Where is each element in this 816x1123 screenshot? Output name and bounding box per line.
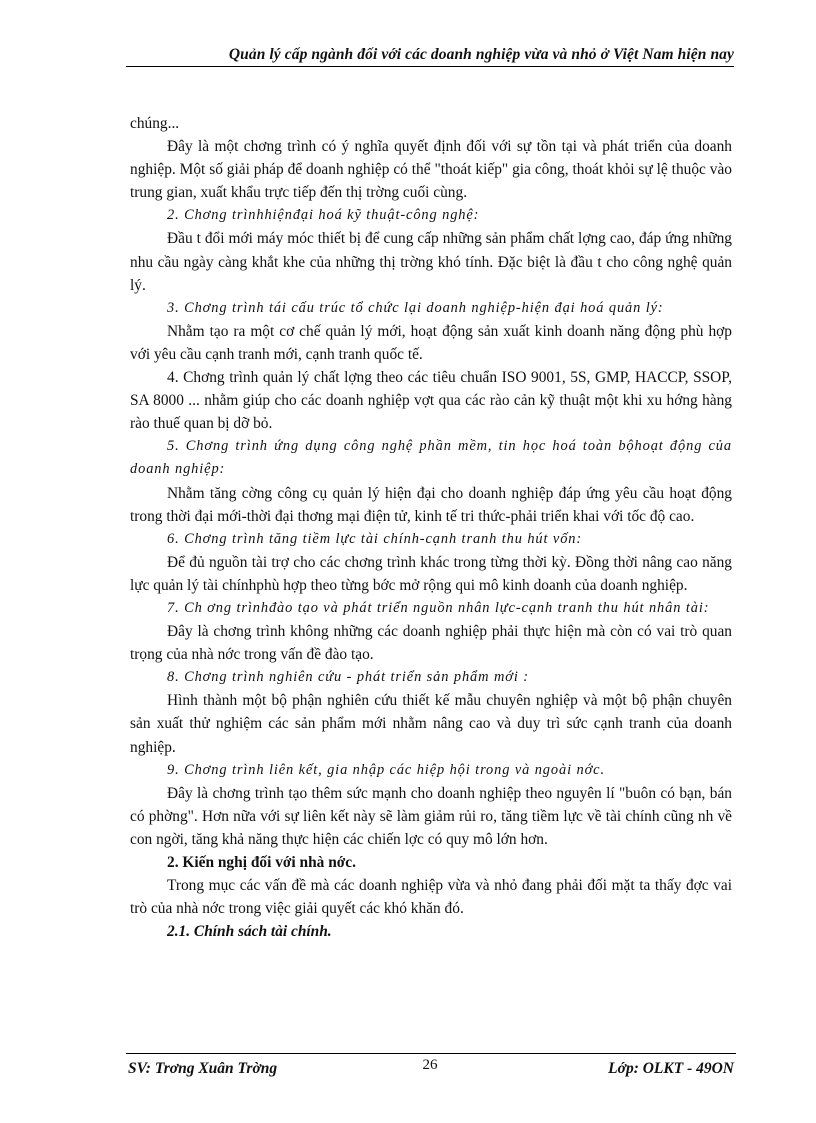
section-heading: 8. Chơng trình nghiên cứu - phát triển sản phẩm mới : xyxy=(167,669,529,686)
paragraph: Nhằm tạo ra một cơ chế quản lý mới, hoạt động sản xuất kinh doanh năng động phù hợp với yêu cầu cạnh tranh mới, cạnh tranh quốc tế. xyxy=(130,322,732,363)
section-heading: 5. Chơng trình ứng dụng công nghệ phần mềm, tin học hoá toàn bộhoạt động của doanh nghiệp: xyxy=(130,438,732,478)
page-header xyxy=(126,46,734,67)
paragraph: Đây là chơng trình tạo thêm sức mạnh cho doanh nghiệp theo nguyên lí "buôn có bạn, bán có phờng". Hơn nữa với sự liên kết này sẽ làm giảm rủi ro, tăng tiềm lực về tài chính cũng nh về con ngời, tăng khả năng thực hiện các chiến lợc có quy mô lớn hơn. xyxy=(130,784,732,848)
paragraph: Đây là một chơng trình có ý nghĩa quyết định đối với sự tồn tại và phát triển của doanh nghiệp. Một số giải pháp để doanh nghiệp có thể "thoát kiếp" gia công, thoát khỏi sự lệ thuộc vào trung gian, xuất khẩu trực tiếp đến thị trờng cuối cùng. xyxy=(130,138,732,202)
paragraph: 4. Chơng trình quản lý chất lợng theo các tiêu chuẩn ISO 9001, 5S, GMP, HACCP, SSOP, SA 8000 ... nhằm giúp cho các doanh nghiệp vợt qua các rào cản kỹ thuật một khi xu hớng hàng rào thuế quan bị dỡ bỏ. xyxy=(130,369,732,433)
paragraph: Để đủ nguồn tài trợ cho các chơng trình khác trong từng thời kỳ. Đồng thời nâng cao năng lực quản lý tài chínhphù hợp theo từng bớc mở rộng qui mô kinh doanh của doanh nghiệp. xyxy=(130,553,732,594)
section-heading: 2. Chơng trìnhhiệnđại hoá kỹ thuật-công nghệ: xyxy=(167,207,480,224)
section-heading: 3. Chơng trình tái cấu trúc tổ chức lại doanh nghiệp-hiện đại hoá quản lý: xyxy=(167,299,664,316)
paragraph: Đây là chơng trình không những các doanh nghiệp phải thực hiện mà còn có vai trò quan trọng của nhà nớc trong vấn đề đào tạo. xyxy=(130,623,732,664)
section-heading: 9. Chơng trình liên kết, gia nhập các hiệp hội trong và ngoài nớc. xyxy=(167,761,605,778)
paragraph: Đầu t đổi mới máy móc thiết bị để cung cấp những sản phẩm chất lợng cao, đáp ứng những nhu cầu ngày càng khắt khe của những thị trờng khó tính. Đặc biệt là đầu t cho công nghệ quản lý. xyxy=(130,230,732,294)
header-title: Quản lý cấp ngành đối với các doanh nghiệp vừa và nhỏ ở Việt Nam hiện nay xyxy=(228,46,734,63)
footer-divider xyxy=(126,1053,736,1054)
paragraph: Hình thành một bộ phận nghiên cứu thiết kế mẫu chuyên nghiệp và một bộ phận chuyên sản xuất thử nghiệm các sản phẩm mới nhằm nâng cao và duy trì sức cạnh tranh của doanh nghiệp. xyxy=(130,692,732,756)
footer-student: SV: Trơng Xuân Trờng xyxy=(128,1060,278,1077)
paragraph: Nhằm tăng cờng công cụ quản lý hiện đại cho doanh nghiệp đáp ứng yêu cầu hoạt động trong thời đại mới-thời đại thơng mại điện tử, kinh tế tri thức-phải triển khai với tốc độ cao. xyxy=(130,484,732,525)
section-heading: 7. Ch ơng trìnhđào tạo và phát triển nguồn nhân lực-cạnh tranh thu hút nhân tài: xyxy=(167,599,710,616)
document-body xyxy=(130,112,732,943)
paragraph: Trong mục các vấn đề mà các doanh nghiệp vừa và nhỏ đang phải đối mặt ta thấy đợc vai trò của nhà nớc trong việc giải quyết các khó khăn đó. xyxy=(130,877,732,918)
page-number: 26 xyxy=(422,1057,438,1073)
section-heading: 6. Chơng trình tăng tiềm lực tài chính-cạnh tranh thu hút vốn: xyxy=(167,530,583,547)
section-heading-bold: 2. Kiến nghị đối với nhà nớc. xyxy=(167,854,356,871)
subsection-heading: 2.1. Chính sách tài chính. xyxy=(167,923,332,941)
paragraph: chúng... xyxy=(130,115,180,132)
footer-class: Lớp: OLKT - 49ON xyxy=(608,1060,734,1077)
